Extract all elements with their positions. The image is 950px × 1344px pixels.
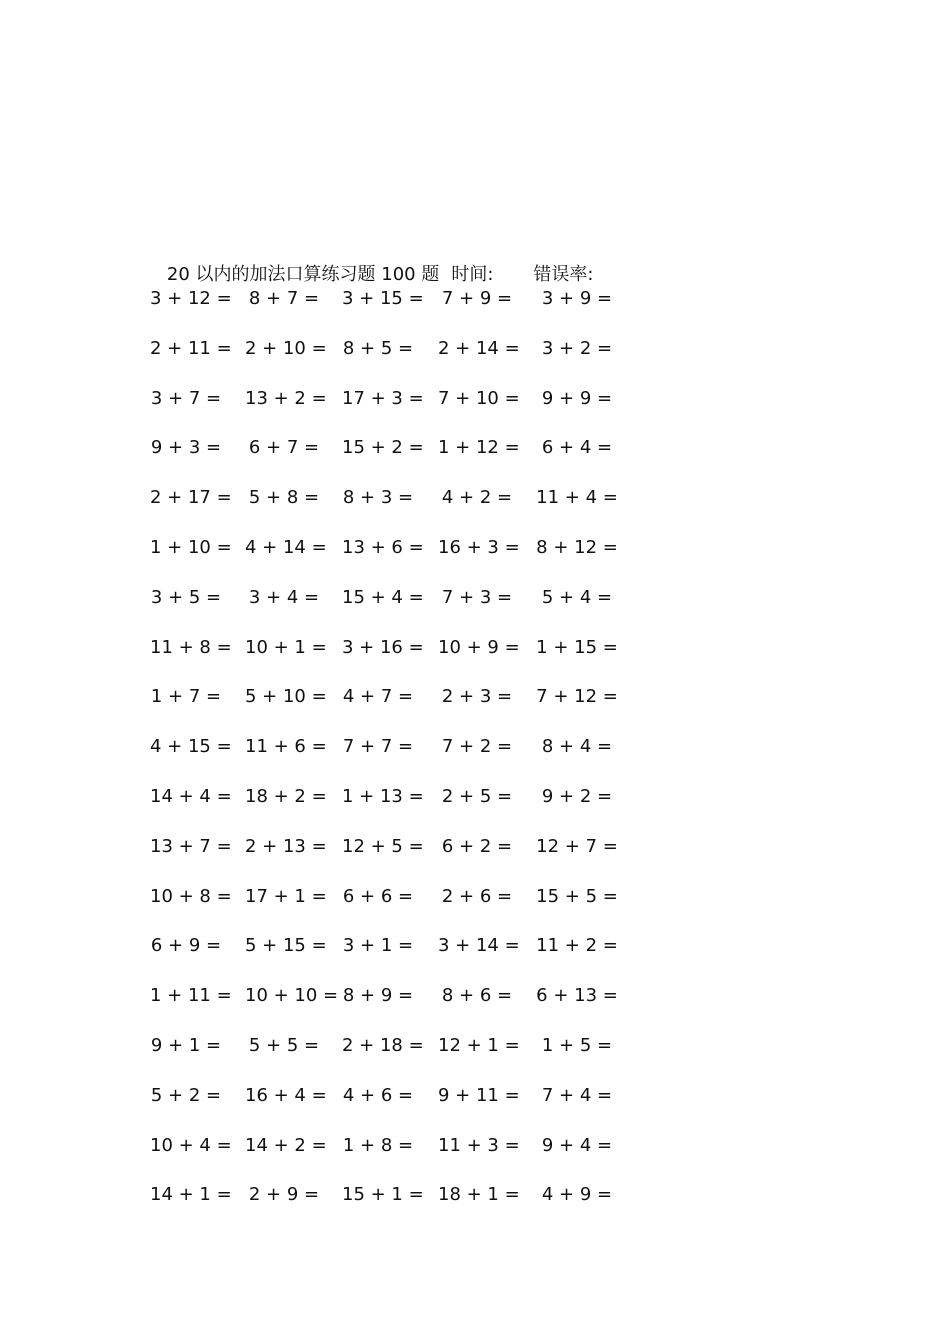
- problem-r18-c5: 9 + 4 =: [541, 1134, 613, 1156]
- problem-r11-c4: 2 + 5 =: [441, 786, 513, 807]
- problem-r13-c4: 2 + 6 =: [441, 885, 513, 907]
- problem-r3-c5: 9 + 9 =: [541, 387, 613, 409]
- problem-r15-c2: 10 + 10 =: [245, 985, 339, 1007]
- problem-r15-c3: 8 + 9 =: [342, 985, 414, 1007]
- problem-r6-c4: 16 + 3 =: [438, 537, 520, 558]
- problem-r3-c4: 7 + 10 =: [438, 387, 520, 409]
- problem-r2-c2: 2 + 10 =: [245, 337, 327, 359]
- problem-r4-c5: 6 + 4 =: [541, 437, 613, 459]
- problem-r19-c1: 14 + 1 =: [150, 1184, 232, 1206]
- problem-r16-c5: 1 + 5 =: [541, 1035, 613, 1056]
- problem-r8-c3: 3 + 16 =: [342, 636, 424, 658]
- problem-r16-c4: 12 + 1 =: [438, 1035, 520, 1056]
- problem-r14-c5: 11 + 2 =: [536, 935, 618, 957]
- time-label: 时间:: [451, 264, 494, 285]
- problem-r2-c1: 2 + 11 =: [150, 337, 232, 359]
- problem-r11-c1: 14 + 4 =: [150, 786, 232, 807]
- problem-r13-c5: 15 + 5 =: [536, 885, 618, 907]
- problem-r9-c4: 2 + 3 =: [441, 686, 513, 708]
- problem-r5-c3: 8 + 3 =: [342, 487, 414, 509]
- problem-r10-c4: 7 + 2 =: [441, 736, 513, 758]
- problem-r11-c3: 1 + 13 =: [342, 786, 424, 807]
- problem-r9-c2: 5 + 10 =: [245, 686, 327, 708]
- problem-r1-c4: 7 + 9 =: [441, 288, 513, 309]
- problem-r4-c3: 15 + 2 =: [342, 437, 424, 459]
- problem-r11-c2: 18 + 2 =: [245, 786, 327, 807]
- problem-r17-c3: 4 + 6 =: [342, 1084, 414, 1106]
- problem-r12-c3: 12 + 5 =: [342, 835, 424, 857]
- problem-r7-c4: 7 + 3 =: [441, 586, 513, 608]
- problem-r13-c3: 6 + 6 =: [342, 885, 414, 907]
- problem-r2-c5: 3 + 2 =: [541, 337, 613, 359]
- problem-r9-c3: 4 + 7 =: [342, 686, 414, 708]
- worksheet-title: 20 以内的加法口算练习题 100 题: [166, 264, 440, 285]
- problem-r9-c5: 7 + 12 =: [536, 686, 618, 708]
- problem-r8-c4: 10 + 9 =: [438, 636, 520, 658]
- problem-r15-c5: 6 + 13 =: [536, 985, 618, 1007]
- problem-r16-c2: 5 + 5 =: [248, 1035, 320, 1056]
- problem-r17-c4: 9 + 11 =: [438, 1084, 520, 1106]
- problem-r8-c5: 1 + 15 =: [536, 636, 618, 658]
- problem-r17-c1: 5 + 2 =: [150, 1084, 222, 1106]
- problem-r14-c2: 5 + 15 =: [245, 935, 327, 957]
- problem-r15-c1: 1 + 11 =: [150, 985, 232, 1007]
- problem-r18-c2: 14 + 2 =: [245, 1134, 327, 1156]
- problem-r1-c2: 8 + 7 =: [248, 288, 320, 309]
- problem-r5-c2: 5 + 8 =: [248, 487, 320, 509]
- problem-r5-c5: 11 + 4 =: [536, 487, 618, 509]
- problem-r5-c1: 2 + 17 =: [150, 487, 232, 509]
- problem-r16-c3: 2 + 18 =: [342, 1035, 424, 1056]
- problem-r4-c1: 9 + 3 =: [150, 437, 222, 459]
- problem-r12-c2: 2 + 13 =: [245, 835, 327, 857]
- problem-r4-c2: 6 + 7 =: [248, 437, 320, 459]
- problem-r14-c4: 3 + 14 =: [438, 935, 520, 957]
- problem-r18-c1: 10 + 4 =: [150, 1134, 232, 1156]
- problem-r3-c3: 17 + 3 =: [342, 387, 424, 409]
- problem-r2-c3: 8 + 5 =: [342, 337, 414, 359]
- problem-r7-c5: 5 + 4 =: [541, 586, 613, 608]
- problem-r6-c5: 8 + 12 =: [536, 537, 618, 558]
- problem-r3-c1: 3 + 7 =: [150, 387, 222, 409]
- problem-r4-c4: 1 + 12 =: [438, 437, 520, 459]
- problem-r14-c1: 6 + 9 =: [150, 935, 222, 957]
- problem-r6-c2: 4 + 14 =: [245, 537, 327, 558]
- problem-r12-c4: 6 + 2 =: [441, 835, 513, 857]
- problem-r13-c2: 17 + 1 =: [245, 885, 327, 907]
- problem-r18-c3: 1 + 8 =: [342, 1134, 414, 1156]
- problem-r14-c3: 3 + 1 =: [342, 935, 414, 957]
- problem-r8-c2: 10 + 1 =: [245, 636, 327, 658]
- problem-r11-c5: 9 + 2 =: [541, 786, 613, 807]
- problem-r12-c5: 12 + 7 =: [536, 835, 618, 857]
- problem-r17-c5: 7 + 4 =: [541, 1084, 613, 1106]
- problem-r7-c1: 3 + 5 =: [150, 586, 222, 608]
- problem-r8-c1: 11 + 8 =: [150, 636, 232, 658]
- problem-r9-c1: 1 + 7 =: [150, 686, 222, 708]
- problem-r15-c4: 8 + 6 =: [441, 985, 513, 1007]
- problem-r1-c3: 3 + 15 =: [342, 288, 424, 309]
- problem-r19-c3: 15 + 1 =: [342, 1184, 424, 1206]
- problem-r7-c3: 15 + 4 =: [342, 586, 424, 608]
- problem-r3-c2: 13 + 2 =: [245, 387, 327, 409]
- problem-r19-c4: 18 + 1 =: [438, 1184, 520, 1206]
- problem-r13-c1: 10 + 8 =: [150, 885, 232, 907]
- problem-r12-c1: 13 + 7 =: [150, 835, 232, 857]
- error-rate-label: 错误率:: [533, 264, 594, 285]
- problem-r6-c1: 1 + 10 =: [150, 537, 232, 558]
- problem-r10-c1: 4 + 15 =: [150, 736, 232, 758]
- problem-r1-c1: 3 + 12 =: [150, 288, 232, 309]
- problem-r17-c2: 16 + 4 =: [245, 1084, 327, 1106]
- problem-r7-c2: 3 + 4 =: [248, 586, 320, 608]
- problem-r5-c4: 4 + 2 =: [441, 487, 513, 509]
- problem-r6-c3: 13 + 6 =: [342, 537, 424, 558]
- problem-r16-c1: 9 + 1 =: [150, 1035, 222, 1056]
- problem-r19-c5: 4 + 9 =: [541, 1184, 613, 1206]
- problem-r10-c5: 8 + 4 =: [541, 736, 613, 758]
- problem-r10-c3: 7 + 7 =: [342, 736, 414, 758]
- problem-r2-c4: 2 + 14 =: [438, 337, 520, 359]
- problem-r1-c5: 3 + 9 =: [541, 288, 613, 309]
- problem-r18-c4: 11 + 3 =: [438, 1134, 520, 1156]
- problem-r10-c2: 11 + 6 =: [245, 736, 327, 758]
- problem-r19-c2: 2 + 9 =: [248, 1184, 320, 1206]
